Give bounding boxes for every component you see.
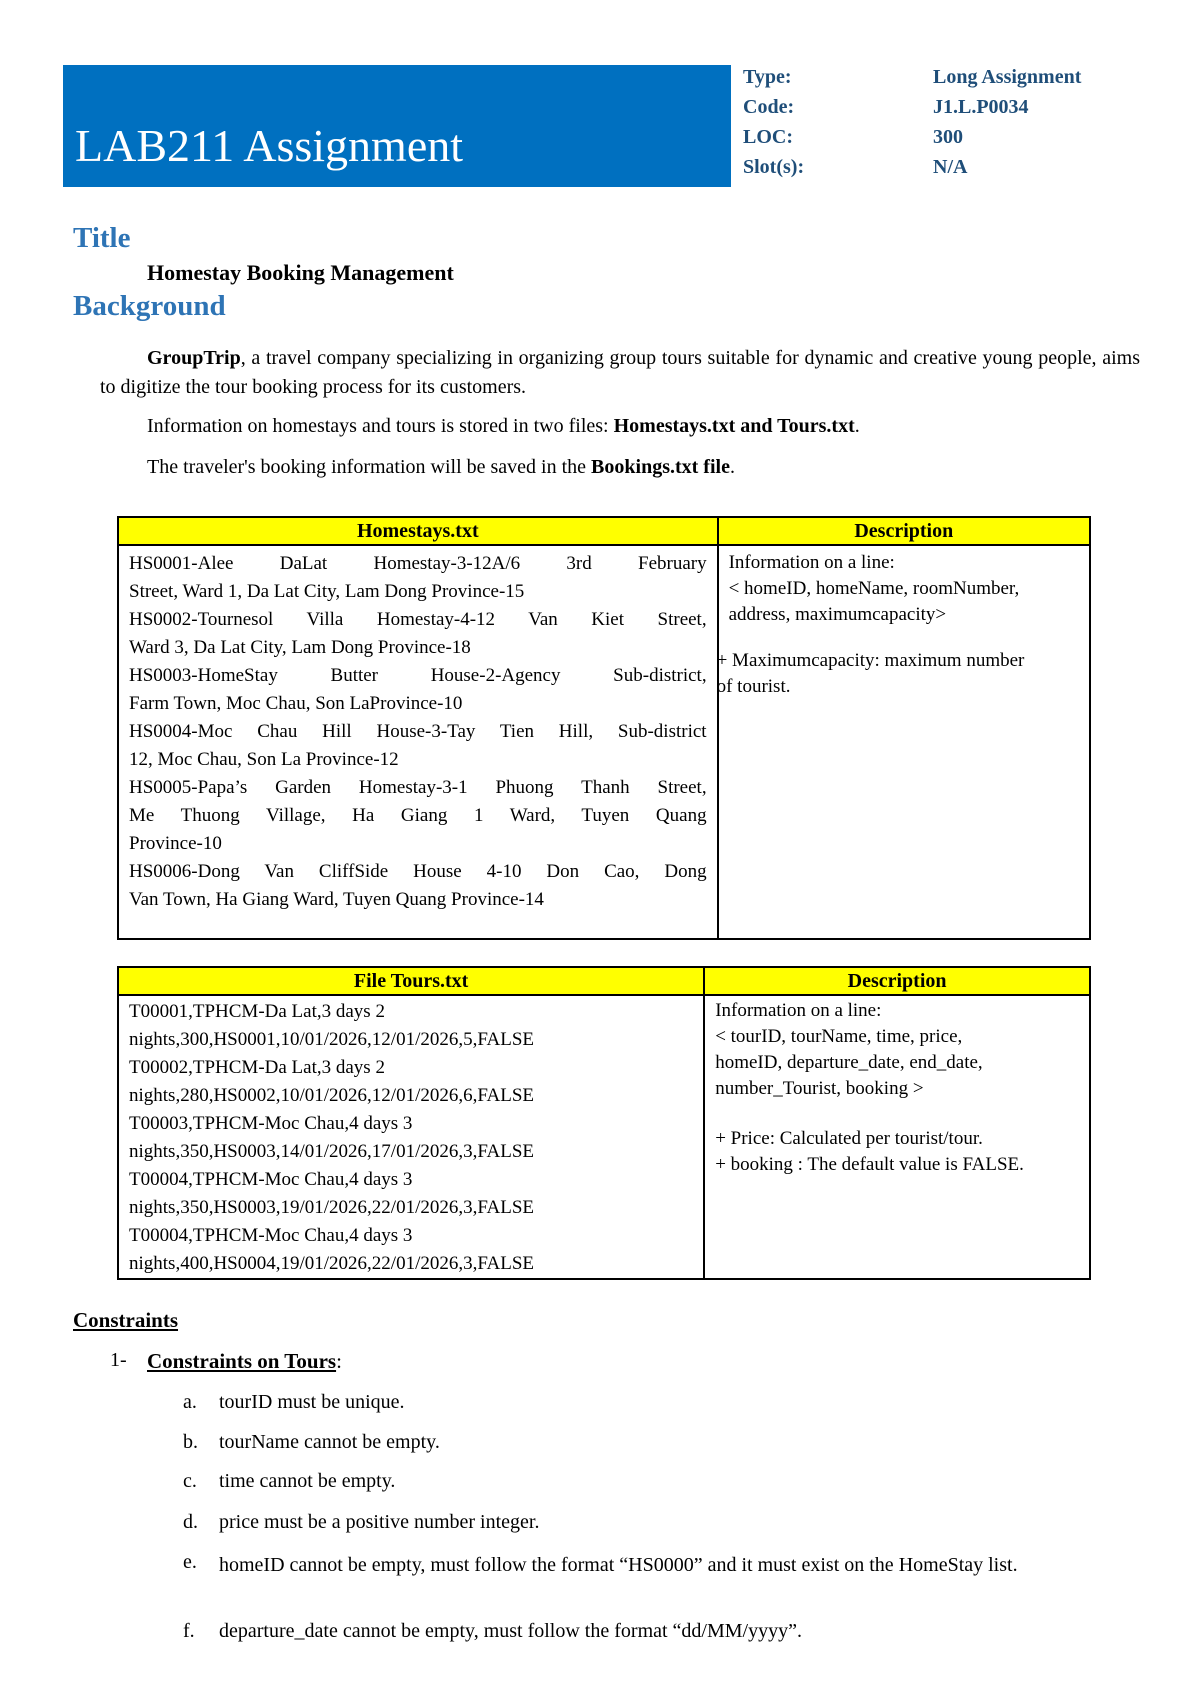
column-header: Description [704,967,1090,995]
description-line: of tourist. [716,676,791,697]
data-line: HS0002-Tournesol Villa Homestay-4-12 Van Kiet Street, [129,609,707,630]
description-line: + Price: Calculated per tourist/tour. [715,1128,983,1149]
data-line: T00004,TPHCM-Moc Chau,4 days 3 [129,1169,413,1190]
title-heading: Title [73,222,131,254]
paragraph-text: Information on homestays and tours is stored in two files: [147,415,614,437]
homestays-table [117,516,1091,940]
data-line: HS0004-Moc Chau Hill House-3-Tay Tien Hill, Sub-district [129,721,707,742]
list-text: tourName cannot be empty. [219,1431,440,1453]
tours-description-cell [704,995,1090,1279]
description-line: + Maximumcapacity: maximum number [716,650,1025,671]
description-spacer [715,1102,1079,1126]
description-line: homeID, departure_date, end_date, [715,1052,983,1073]
column-header: Homestays.txt [118,517,718,545]
homestays-data-cell [118,545,718,939]
meta-row-type [743,66,1163,96]
data-line: nights,350,HS0003,14/01/2026,17/01/2026,3,FALSE [129,1141,535,1162]
constraint-section-colon: : [336,1349,342,1373]
meta-label: Code: [743,96,795,118]
paragraph-text: The traveler's booking information will be saved in the [147,456,592,478]
data-line: T00002,TPHCM-Da Lat,3 days 2 [129,1057,385,1078]
data-line: HS0005-Papa’s Garden Homestay-3-1 Phuong Thanh Street, [129,777,707,798]
data-line: Street, Ward 1, Da Lat City, Lam Dong Province-15 [129,581,525,602]
data-line: HS0006-Dong Van CliffSide House 4-10 Don Cao, Dong [129,861,707,882]
list-item [183,1551,1018,1576]
table-row [118,995,1090,1279]
list-letter: e. [183,1551,197,1573]
meta-value: J1.L.P0034 [933,96,1029,118]
data-line: T00001,TPHCM-Da Lat,3 days 2 [129,1001,385,1022]
meta-row-code [743,96,1163,126]
constraint-section-label: Constraints on Tours [147,1349,337,1373]
meta-row-loc [743,126,1163,156]
list-letter: f. [183,1620,195,1642]
list-text: departure_date cannot be empty, must follow the format “dd/MM/yyyy”. [219,1620,802,1642]
meta-value: Long Assignment [933,66,1082,88]
meta-label: Slot(s): [743,156,805,178]
meta-value: 300 [933,126,963,148]
list-text: tourID must be unique. [219,1391,405,1413]
list-item [183,1391,405,1414]
paragraph-end: . [729,456,735,478]
list-text: homeID cannot be empty, must follow the format “HS0000” and it must exist on the HomeStay list. [219,1554,1018,1576]
meta-value: N/A [933,156,968,178]
assignment-meta [743,66,1163,186]
list-letter: b. [183,1431,198,1453]
data-line: nights,400,HS0004,19/01/2026,22/01/2026,3,FALSE [129,1253,535,1274]
list-text: price must be a positive number integer. [219,1511,540,1533]
constraints-heading: Constraints [73,1308,179,1332]
data-line: T00004,TPHCM-Moc Chau,4 days 3 [129,1225,413,1246]
list-item [183,1620,802,1643]
background-paragraph-3 [147,453,735,482]
data-line: Van Town, Ha Giang Ward, Tuyen Quang Province-14 [129,889,544,910]
bookings-file-name: Bookings.txt file [591,456,730,478]
data-line: nights,350,HS0003,19/01/2026,22/01/2026,3,FALSE [129,1197,535,1218]
tours-table [117,966,1091,1280]
data-line: Me Thuong Village, Ha Giang 1 Ward, Tuyen Quang [129,805,707,826]
data-line: T00003,TPHCM-Moc Chau,4 days 3 [129,1113,413,1134]
title-text: Homestay Booking Management [147,260,454,285]
data-line: nights,280,HS0002,10/01/2026,12/01/2026,6,FALSE [129,1085,535,1106]
data-line: Ward 3, Da Lat City, Lam Dong Province-18 [129,637,471,658]
list-letter: a. [183,1391,197,1413]
data-line: nights,300,HS0001,10/01/2026,12/01/2026,5,FALSE [129,1029,535,1050]
table-header-row [118,967,1090,995]
background-paragraph-1 [100,344,1140,402]
list-item [183,1431,440,1454]
constraint-section-number: 1- [110,1349,127,1371]
description-line: < tourID, tourName, time, price, [715,1026,963,1047]
list-letter: d. [183,1511,198,1533]
description-line: Information on a line: [728,552,895,573]
header-banner [63,65,731,187]
company-name: GroupTrip [147,347,241,369]
background-heading: Background [73,290,226,322]
list-item [183,1470,396,1493]
meta-row-slots [743,156,1163,186]
background-paragraph-2 [147,412,860,441]
table-row [118,545,1090,939]
constraint-section-title [147,1349,342,1374]
column-header: File Tours.txt [118,967,704,995]
description-line: address, maximumcapacity> [728,604,947,625]
paragraph-text: , a travel company specializing in organizing group tours suitable for dynamic and creative young people, aims to digitize the tour booking process for its customers. [100,347,1140,398]
data-line: 12, Moc Chau, Son La Province-12 [129,749,399,770]
list-item [183,1511,540,1534]
data-line: Province-10 [129,833,222,854]
description-line: + booking : The default value is FALSE. [715,1154,1024,1175]
list-text: time cannot be empty. [219,1470,396,1492]
list-letter: c. [183,1470,197,1492]
description-line: Information on a line: [715,1000,882,1021]
meta-label: LOC: [743,126,793,148]
description-line: number_Tourist, booking > [715,1078,924,1099]
meta-label: Type: [743,66,792,88]
description-spacer [729,628,1079,648]
paragraph-end: . [854,415,860,437]
description-line: < homeID, homeName, roomNumber, [728,578,1020,599]
file-names: Homestays.txt and Tours.txt [613,415,855,437]
data-line: Farm Town, Moc Chau, Son LaProvince-10 [129,693,463,714]
tours-data-cell [118,995,704,1279]
banner-title: LAB211 Assignment [75,120,464,171]
data-line: HS0003-HomeStay Butter House-2-Agency Sub-district, [129,665,707,686]
table-header-row [118,517,1090,545]
homestays-description-cell [718,545,1090,939]
data-line: HS0001-Alee DaLat Homestay-3-12A/6 3rd February [129,553,707,574]
column-header: Description [718,517,1090,545]
